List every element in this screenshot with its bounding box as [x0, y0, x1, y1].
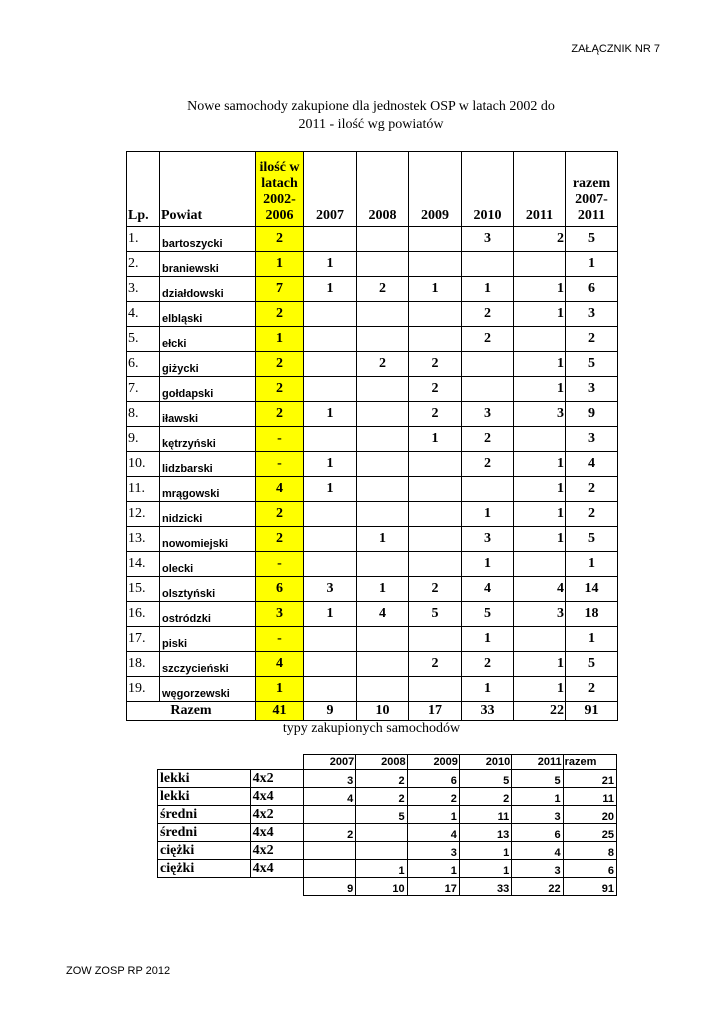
types-value: 1	[459, 842, 511, 860]
vehicle-kind: ciężki	[158, 842, 251, 860]
table-row	[127, 377, 618, 402]
document-title	[126, 98, 616, 134]
types-value: 1	[512, 788, 563, 806]
count-2010	[462, 252, 514, 277]
count-2008	[357, 252, 409, 277]
count-2002-2006: 6	[256, 577, 304, 602]
county-name: nowomiejski	[160, 527, 256, 552]
count-2007	[304, 427, 357, 452]
count-2007: 1	[304, 477, 357, 502]
types-row	[158, 788, 617, 806]
title-line-2: 2011 - ilość wg powiatów	[298, 117, 444, 132]
table-row	[127, 227, 618, 252]
count-2008: 1	[357, 577, 409, 602]
types-value: 2	[303, 824, 355, 842]
county-name: iławski	[160, 402, 256, 427]
table-row	[127, 602, 618, 627]
count-2009	[409, 552, 462, 577]
count-2007	[304, 652, 357, 677]
count-total: 4	[566, 452, 618, 477]
types-sum-value: 10	[356, 878, 407, 896]
count-2011: 2	[514, 227, 566, 252]
count-2008	[357, 227, 409, 252]
count-total: 6	[566, 277, 618, 302]
count-2009: 2	[409, 577, 462, 602]
count-2007: 1	[304, 252, 357, 277]
types-value: 4	[303, 788, 355, 806]
drive-type: 4x4	[250, 860, 303, 878]
count-2011	[514, 252, 566, 277]
count-2011: 1	[514, 377, 566, 402]
count-2007: 1	[304, 602, 357, 627]
types-value	[356, 842, 407, 860]
types-header-row	[158, 755, 617, 770]
count-2002-2006: -	[256, 452, 304, 477]
footer-text: ZOW ZOSP RP 2012	[66, 965, 171, 977]
count-2007: 1	[304, 277, 357, 302]
count-2011	[514, 627, 566, 652]
count-2002-2006: -	[256, 427, 304, 452]
types-value: 11	[459, 806, 511, 824]
county-name: olecki	[160, 552, 256, 577]
sum-2009: 17	[409, 702, 462, 721]
count-2002-2006: 1	[256, 677, 304, 702]
table-row	[127, 502, 618, 527]
types-value: 3	[512, 860, 563, 878]
count-2002-2006: 7	[256, 277, 304, 302]
types-value: 6	[407, 770, 459, 788]
types-header-2008: 2008	[356, 755, 407, 770]
count-2009	[409, 477, 462, 502]
count-2007	[304, 302, 357, 327]
count-2011	[514, 552, 566, 577]
count-2009	[409, 327, 462, 352]
row-number: 9.	[127, 427, 160, 452]
sum-2010: 33	[462, 702, 514, 721]
count-total: 5	[566, 227, 618, 252]
count-total: 2	[566, 502, 618, 527]
count-2011: 1	[514, 477, 566, 502]
table-row	[127, 277, 618, 302]
count-2010: 2	[462, 427, 514, 452]
table-row	[127, 552, 618, 577]
county-name: nidzicki	[160, 502, 256, 527]
vehicle-kind: ciężki	[158, 860, 251, 878]
types-row	[158, 806, 617, 824]
vehicles-by-county-table	[126, 151, 618, 721]
drive-type: 4x2	[250, 842, 303, 860]
vehicle-kind: średni	[158, 824, 251, 842]
count-2010: 1	[462, 552, 514, 577]
table-row	[127, 652, 618, 677]
count-2010: 2	[462, 302, 514, 327]
table-row	[127, 327, 618, 352]
count-2009	[409, 302, 462, 327]
count-2002-2006: 1	[256, 327, 304, 352]
count-total: 5	[566, 652, 618, 677]
row-number: 4.	[127, 302, 160, 327]
types-value: 6	[563, 860, 616, 878]
count-2009: 1	[409, 427, 462, 452]
county-name: elbląski	[160, 302, 256, 327]
types-value: 8	[563, 842, 616, 860]
count-2002-2006: 3	[256, 602, 304, 627]
count-2011: 1	[514, 302, 566, 327]
county-name: działdowski	[160, 277, 256, 302]
count-2007	[304, 227, 357, 252]
count-2011: 1	[514, 527, 566, 552]
vehicle-kind: lekki	[158, 770, 251, 788]
county-name: piski	[160, 627, 256, 652]
header-2002-2006: ilość w latach 2002- 2006	[256, 152, 304, 227]
types-value: 3	[407, 842, 459, 860]
types-value: 2	[407, 788, 459, 806]
drive-type: 4x2	[250, 770, 303, 788]
count-total: 1	[566, 252, 618, 277]
count-total: 18	[566, 602, 618, 627]
types-header-2007: 2007	[303, 755, 355, 770]
count-2008	[357, 552, 409, 577]
header-2008: 2008	[357, 152, 409, 227]
types-value: 2	[356, 788, 407, 806]
table-row	[127, 427, 618, 452]
row-number: 11.	[127, 477, 160, 502]
title-line-1: Nowe samochody zakupione dla jednostek OSP w latach 2002 do	[187, 99, 555, 114]
types-row	[158, 860, 617, 878]
types-value: 1	[407, 860, 459, 878]
count-2007	[304, 627, 357, 652]
types-value	[303, 806, 355, 824]
county-name: gołdapski	[160, 377, 256, 402]
row-number: 17.	[127, 627, 160, 652]
sum-2002-2006: 41	[256, 702, 304, 721]
count-total: 3	[566, 302, 618, 327]
count-2011: 1	[514, 452, 566, 477]
sum-row	[127, 702, 618, 721]
count-2011: 1	[514, 502, 566, 527]
count-2007: 3	[304, 577, 357, 602]
sum-total: 91	[566, 702, 618, 721]
table-row	[127, 627, 618, 652]
count-2010: 1	[462, 502, 514, 527]
annex-label: ZAŁĄCZNIK NR 7	[571, 43, 660, 55]
count-2007	[304, 502, 357, 527]
table-row	[127, 302, 618, 327]
types-row	[158, 770, 617, 788]
header-2009: 2009	[409, 152, 462, 227]
row-number: 2.	[127, 252, 160, 277]
types-value	[303, 842, 355, 860]
types-header-razem: razem	[563, 755, 616, 770]
count-2008	[357, 402, 409, 427]
count-total: 3	[566, 377, 618, 402]
count-total: 2	[566, 327, 618, 352]
types-value: 6	[512, 824, 563, 842]
table-row	[127, 452, 618, 477]
count-total: 2	[566, 477, 618, 502]
types-value: 4	[512, 842, 563, 860]
count-2008: 1	[357, 527, 409, 552]
count-2007: 1	[304, 402, 357, 427]
sum-label: Razem	[127, 702, 256, 721]
count-2007	[304, 677, 357, 702]
count-2002-2006: -	[256, 627, 304, 652]
drive-type: 4x2	[250, 806, 303, 824]
count-2007	[304, 377, 357, 402]
count-2008	[357, 427, 409, 452]
count-2010: 3	[462, 402, 514, 427]
types-value: 21	[563, 770, 616, 788]
count-total: 1	[566, 552, 618, 577]
table-row	[127, 252, 618, 277]
count-2002-2006: 2	[256, 352, 304, 377]
header-2010: 2010	[462, 152, 514, 227]
count-2007: 1	[304, 452, 357, 477]
count-2009: 2	[409, 352, 462, 377]
count-2010	[462, 477, 514, 502]
count-2007	[304, 327, 357, 352]
header-2007: 2007	[304, 152, 357, 227]
types-header-2011: 2011	[512, 755, 563, 770]
county-name: ełcki	[160, 327, 256, 352]
row-number: 15.	[127, 577, 160, 602]
row-number: 3.	[127, 277, 160, 302]
count-2011	[514, 327, 566, 352]
count-2010: 4	[462, 577, 514, 602]
types-value: 5	[459, 770, 511, 788]
count-2011: 4	[514, 577, 566, 602]
count-2007	[304, 552, 357, 577]
types-value: 2	[356, 770, 407, 788]
types-row	[158, 842, 617, 860]
count-2002-2006: 2	[256, 227, 304, 252]
sum-2011: 22	[514, 702, 566, 721]
count-2009	[409, 452, 462, 477]
table-row	[127, 402, 618, 427]
count-2008	[357, 627, 409, 652]
row-number: 7.	[127, 377, 160, 402]
header-total: razem 2007- 2011	[566, 152, 618, 227]
types-header-2009: 2009	[407, 755, 459, 770]
count-2009	[409, 627, 462, 652]
types-value: 1	[407, 806, 459, 824]
count-2009	[409, 252, 462, 277]
types-header-2010: 2010	[459, 755, 511, 770]
count-2009	[409, 227, 462, 252]
count-2010: 2	[462, 452, 514, 477]
types-value: 3	[512, 806, 563, 824]
types-value: 13	[459, 824, 511, 842]
count-2009	[409, 502, 462, 527]
county-name: kętrzyński	[160, 427, 256, 452]
types-sum-value: 91	[563, 878, 616, 896]
count-2009	[409, 527, 462, 552]
types-sum-value: 9	[303, 878, 355, 896]
count-2010: 1	[462, 627, 514, 652]
types-sum-value: 33	[459, 878, 511, 896]
row-number: 13.	[127, 527, 160, 552]
count-total: 14	[566, 577, 618, 602]
table-row	[127, 677, 618, 702]
count-2008	[357, 477, 409, 502]
types-value: 11	[563, 788, 616, 806]
count-2011: 1	[514, 677, 566, 702]
count-2010: 1	[462, 677, 514, 702]
row-number: 8.	[127, 402, 160, 427]
count-2010	[462, 377, 514, 402]
count-total: 3	[566, 427, 618, 452]
table-row	[127, 352, 618, 377]
count-2002-2006: 4	[256, 652, 304, 677]
count-total: 2	[566, 677, 618, 702]
count-2007	[304, 527, 357, 552]
row-number: 12.	[127, 502, 160, 527]
types-row	[158, 824, 617, 842]
county-name: olsztyński	[160, 577, 256, 602]
county-name: bartoszycki	[160, 227, 256, 252]
county-name: lidzbarski	[160, 452, 256, 477]
header-2011: 2011	[514, 152, 566, 227]
types-sum-value: 22	[512, 878, 563, 896]
types-value: 20	[563, 806, 616, 824]
county-name: węgorzewski	[160, 677, 256, 702]
count-2008	[357, 677, 409, 702]
count-2010: 5	[462, 602, 514, 627]
count-2010: 3	[462, 227, 514, 252]
types-value: 5	[512, 770, 563, 788]
types-value: 4	[407, 824, 459, 842]
count-2011	[514, 427, 566, 452]
count-2002-2006: 2	[256, 502, 304, 527]
types-value: 25	[563, 824, 616, 842]
count-2010: 1	[462, 277, 514, 302]
count-2008: 2	[357, 277, 409, 302]
vehicle-types-table	[157, 754, 617, 896]
types-value: 2	[459, 788, 511, 806]
count-2011: 3	[514, 402, 566, 427]
drive-type: 4x4	[250, 788, 303, 806]
sum-2008: 10	[357, 702, 409, 721]
row-number: 14.	[127, 552, 160, 577]
count-2011: 1	[514, 652, 566, 677]
count-2009: 5	[409, 602, 462, 627]
types-sum-row	[158, 878, 617, 896]
count-2010: 3	[462, 527, 514, 552]
header-lp: Lp.	[127, 152, 160, 227]
types-value: 1	[459, 860, 511, 878]
count-2008	[357, 452, 409, 477]
row-number: 16.	[127, 602, 160, 627]
count-total: 1	[566, 627, 618, 652]
types-value: 1	[356, 860, 407, 878]
count-2010	[462, 352, 514, 377]
count-total: 9	[566, 402, 618, 427]
types-subtitle: typy zakupionych samochodów	[282, 721, 461, 736]
row-number: 6.	[127, 352, 160, 377]
types-value	[303, 860, 355, 878]
count-2002-2006: 2	[256, 377, 304, 402]
count-2008	[357, 327, 409, 352]
county-name: ostródzki	[160, 602, 256, 627]
vehicle-kind: średni	[158, 806, 251, 824]
count-2008	[357, 652, 409, 677]
count-total: 5	[566, 527, 618, 552]
count-2002-2006: 2	[256, 527, 304, 552]
count-2007	[304, 352, 357, 377]
count-2011: 3	[514, 602, 566, 627]
row-number: 10.	[127, 452, 160, 477]
count-2002-2006: -	[256, 552, 304, 577]
row-number: 19.	[127, 677, 160, 702]
row-number: 5.	[127, 327, 160, 352]
county-name: szczycieński	[160, 652, 256, 677]
count-2009: 2	[409, 402, 462, 427]
county-name: giżycki	[160, 352, 256, 377]
count-2008: 4	[357, 602, 409, 627]
types-sum-value: 17	[407, 878, 459, 896]
count-2008: 2	[357, 352, 409, 377]
count-2008	[357, 302, 409, 327]
count-total: 5	[566, 352, 618, 377]
vehicle-kind: lekki	[158, 788, 251, 806]
types-value	[356, 824, 407, 842]
types-value: 3	[303, 770, 355, 788]
sum-2007: 9	[304, 702, 357, 721]
row-number: 1.	[127, 227, 160, 252]
types-value: 5	[356, 806, 407, 824]
row-number: 18.	[127, 652, 160, 677]
count-2008	[357, 502, 409, 527]
count-2002-2006: 2	[256, 402, 304, 427]
count-2008	[357, 377, 409, 402]
count-2010: 2	[462, 652, 514, 677]
count-2011: 1	[514, 352, 566, 377]
county-name: mrągowski	[160, 477, 256, 502]
count-2002-2006: 4	[256, 477, 304, 502]
table-row	[127, 577, 618, 602]
county-name: braniewski	[160, 252, 256, 277]
count-2009: 2	[409, 652, 462, 677]
count-2011: 1	[514, 277, 566, 302]
count-2002-2006: 1	[256, 252, 304, 277]
main-header-row	[127, 152, 618, 227]
count-2009	[409, 677, 462, 702]
count-2002-2006: 2	[256, 302, 304, 327]
table-row	[127, 527, 618, 552]
count-2010: 2	[462, 327, 514, 352]
drive-type: 4x4	[250, 824, 303, 842]
count-2009: 2	[409, 377, 462, 402]
table-row	[127, 477, 618, 502]
header-powiat: Powiat	[160, 152, 256, 227]
count-2009: 1	[409, 277, 462, 302]
